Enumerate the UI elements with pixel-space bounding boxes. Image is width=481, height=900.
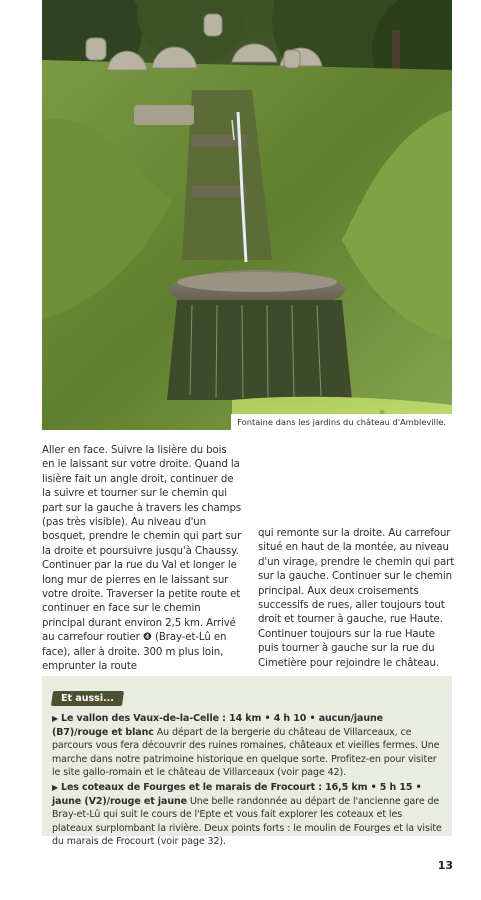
left-column <box>36 430 242 673</box>
et-aussi-box <box>42 676 452 848</box>
item-text: Au départ de la bergerie du château de Villarceaux, ce parcours vous fera découvrir des ruines romaines, châteaux et vieilles fermes. Une marche dans notre patrimoine historique en quelque sorte. Profitez-en pour visiter le site gallo-romain et le château de Villarceaux (voir page 42). <box>52 726 440 779</box>
fountain-photo <box>42 0 452 430</box>
item-text: Une belle randonnée au départ de l'ancienne gare de Bray-et-Lû qui suit le cours de l'Epte et vous fait explorer les coteaux et les plateaux surplombant la rivière. Deux points forts : le moulin de Fourges et la visite du marais de Frocourt (voir page 32). <box>52 795 442 848</box>
page-number: 13 <box>437 859 453 872</box>
photo-caption: Fontaine dans les jardins du château d'Ambleville. <box>231 414 452 430</box>
body-text-right: qui remonte sur la droite. Au carrefour situé en haut de la montée, au niveau d'un virage, prendre le chemin qui part sur la gauche. Continuer sur le chemin principal. Aux deux croisements successifs de rues, aller toujours tout droit et tourner à gauche, rue Haute. Continuer toujours sur la rue Haute puis tourner à gauche sur la rue du Cimetière pour rejoindre le château. <box>258 528 455 669</box>
list-item <box>52 781 442 849</box>
triangle-right-icon: ▶ <box>52 714 59 723</box>
right-column <box>258 527 458 671</box>
list-item <box>52 712 442 780</box>
fountain-illustration <box>42 0 452 430</box>
body-text-left: Aller en face. Suivre la lisière du bois en le laissant sur votre droite. Quand la lisière fait un angle droit, continuer de la suivre et tourner sur le chemin qui part sur la gauche à travers les champs (pas très visible). Au niveau d'un bosquet, prendre le chemin qui part sur la droite et poursuivre jusqu'à Chaussy. Continuer par la rue du Val et longer le long mur de pierres en le laissant sur votre droite. Traverser la petite route et continuer en face sur le chemin principal durant environ 2,5 km. Arrivé au carrefour routier ❹ (Bray-et-Lû en face), aller à droite. 300 m plus loin, emprunter la route <box>42 445 242 673</box>
et-aussi-badge: Et aussi... <box>51 691 124 706</box>
item-title: Les coteaux de Fourges et le marais de Frocourt : 16,5 km • 5 h 15 • jaune (V2)/rouge et jaune <box>52 781 422 807</box>
triangle-right-icon: ▶ <box>52 782 59 792</box>
item-title: Le vallon des Vaux-de-la-Celle : 14 km • 4 h 10 • aucun/jaune (B7)/rouge et blanc <box>52 713 384 738</box>
